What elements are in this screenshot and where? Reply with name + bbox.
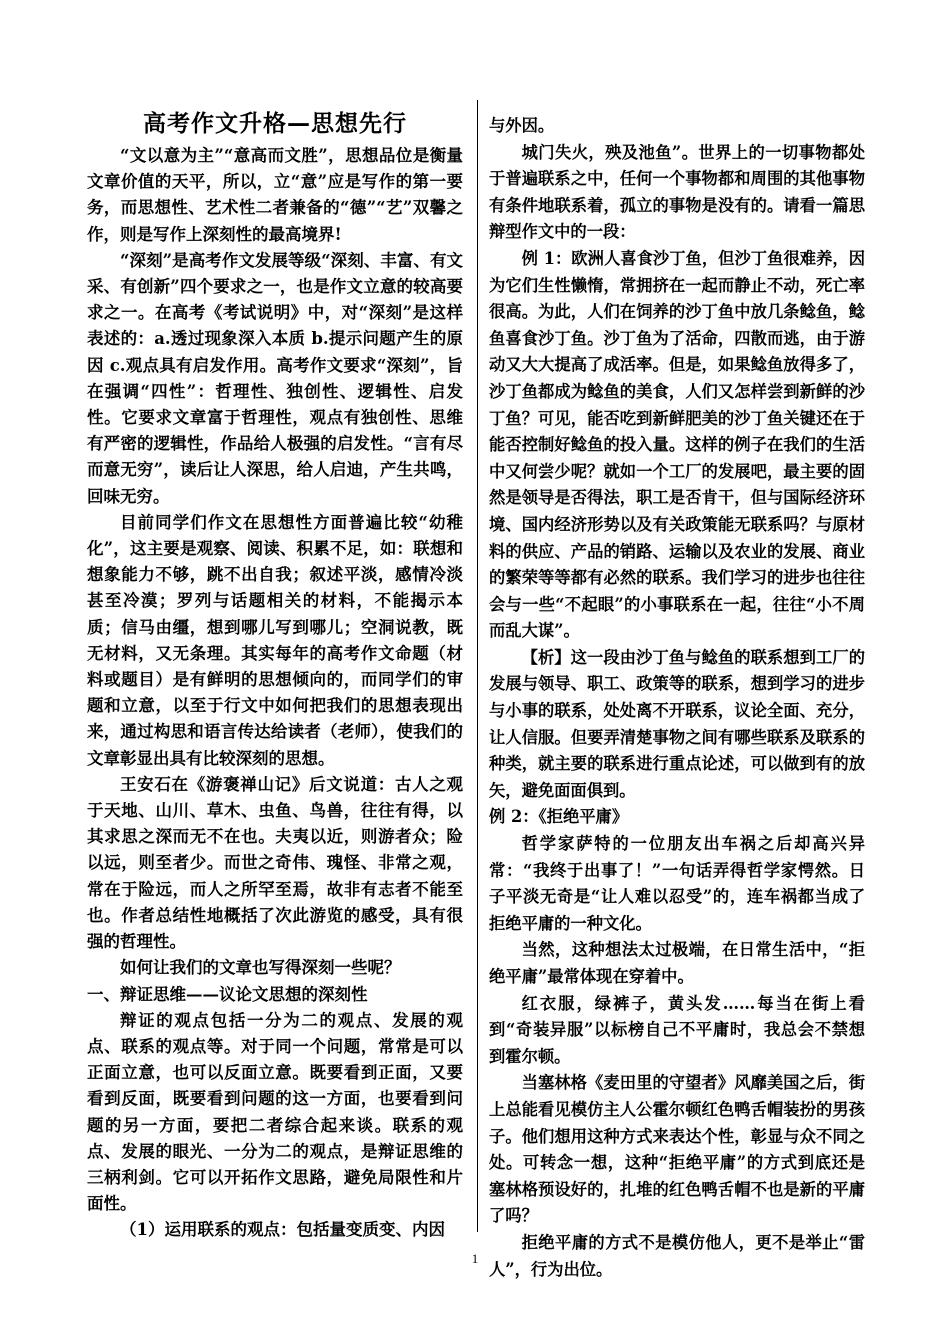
paragraph: “文以意为主”“意高而文胜”，思想品位是衡量文章价值的天平，所以，立“意”应是写作的第一要务，而思想性、艺术性二者兼备的“德”“艺”双馨之作，则是写作上深刻性的最高境界! (87, 146, 463, 244)
paragraph: 城门失火，殃及池鱼”。世界上的一切事物都处于普遍联系之中，任何一个事物都和周围的其他事物有条件地联系着，孤立的事物是没有的。请看一篇思辩型作文中的一段： (489, 142, 865, 242)
example-paragraph: 哲学家萨特的一位朋友出车祸之后却高兴异常：“我终于出事了！”一句话弄得哲学家愕然。日子平淡无奇是“让人难以忍受”的，连车祸都当成了拒绝平庸的一种文化。 (489, 834, 865, 933)
analysis-paragraph: 【析】这一段由沙丁鱼与鲶鱼的联系想到工厂的发展与领导、职工、政策等的联系，想到学习的进步与小事的联系，处处离不开联系，议论全面、充分，让人信服。但要弄清楚事物之间有哪些联系及联系的种类，就主要的联系进行重点论述，可以做到有的放矢，避免面面俱到。 (489, 647, 865, 800)
example-paragraph: 例 1：欧洲人喜食沙丁鱼，但沙丁鱼很难养，因为它们生性懒惰，常拥挤在一起而静止不动，死亡率很高。为此，人们在饲养的沙丁鱼中放几条鲶鱼，鲶鱼喜食沙丁鱼。沙丁鱼为了活命，四散而逃，由于游动又大大提高了成活率。但是，如果鲶鱼放得多了，沙丁鱼都成为鲶鱼的美食，人们又怎样尝到新鲜的沙丁鱼？可见，能否吃到新鲜肥美的沙丁鱼关键还在于能否控制好鲶鱼的投入量。这样的例子在我们的生活中又何尝少呢？就如一个工厂的发展吧，最主要的固然是领导是否得法，职工是否肯干，但与国际经济环境、国内经济形势以及有关政策能无联系吗？与原材料的供应、产品的销路、运输以及农业的发展、商业的繁荣等等都有必然的联系。我们学习的进步也往往会与一些“不起眼”的小事联系在一起，往往“小不周而乱大谋”。 (489, 248, 865, 641)
paragraph: 如何让我们的文章也写得深刻一些呢？ (120, 958, 401, 978)
paragraph: “深刻”是高考作文发展等级“深刻、丰富、有文采、有创新”四个要求之一，也是作文立意的较高要求之一。在高考《考试说明》中，对“深刻”是这样表述的：a.透过现象深入本质 b.提示问题产生的原因 c.观点具有启发作用。高考作文要求“深刻”，旨在强调“四性”：哲理性、独创性、逻辑性、启发性。它要求文章富于哲理性，观点有独创性、思维有严密的逻辑性，作品给人极强的启发性。“言有尽而意无穷”，读后让人深思，给人启迪，产生共鸣，回味无穷。 (87, 250, 463, 506)
paragraph: （1）运用联系的观点：包括量变质变、内因 (120, 1220, 445, 1240)
article-title: 高考作文升格—思想先行 (143, 111, 407, 137)
page-number: 1 (471, 1251, 479, 1266)
example-paragraph: 拒绝平庸的方式不是模仿他人，更不是举止“雷人”，行为出位。 (489, 1232, 865, 1279)
paragraph: 王安石在《游褒禅山记》后文说道：古人之观于天地、山川、草木、虫鱼、鸟兽，往往有得，以其求思之深而无不在也。夫夷以近，则游者众；险以远，则至者少。而世之奇伟、瑰怪、非常之观，常在于险远，而人之所罕至焉，故非有志者不能至也。作者总结性地概括了次此游览的感受，具有很强的哲理性。 (87, 774, 463, 952)
example-paragraph: 红衣服，绿裤子，黄头发……每当在街上看到“奇装异服”以标榜自己不平庸时，我总会不禁想到霍尔顿。 (489, 993, 865, 1066)
section-heading: 一、辩证思维——议论文思想的深刻性 (87, 984, 368, 1004)
right-column (489, 113, 865, 1283)
paragraph: 与外因。 (489, 116, 555, 135)
left-column (87, 108, 463, 1244)
column-divider (477, 100, 478, 1232)
example-paragraph: 当然，这种想法太过极端，在日常生活中，“拒绝平庸”最常体现在穿着中。 (489, 940, 865, 986)
example-paragraph: 当塞林格《麦田里的守望者》风靡美国之后，街上总能看见模仿主人公霍尔顿红色鸭舌帽装扮的男孩子。他们想用这种方式来表达个性，彰显与众不同之处。可转念一想，这种“拒绝平庸”的方式到底还是塞林格预设好的，扎堆的红色鸭舌帽不也是新的平庸了吗？ (489, 1073, 865, 1226)
paragraph: 目前同学们作文在思想性方面普遍比较“幼稚化”，这主要是观察、阅读、积累不足，如：联想和想象能力不够，跳不出自我；叙述平淡，感情冷淡甚至冷漠；罗列与话题相关的材料，不能揭示本质；信马由缰，想到哪儿写到哪儿；空洞说教，既无材料，又无条理。其实每年的高考作文命题（材料或题目）是有鲜明的思想倾向的，而同学们的审题和立意，以至于行文中如何把我们的思想表现出来，通过构思和语言传达给读者（老师），使我们的文章彰显出具有比较深刻的思想。 (87, 512, 463, 768)
example-heading: 例 2：《拒绝平庸》 (489, 807, 629, 827)
paragraph: 辩证的观点包括一分为二的观点、发展的观点、联系的观点等。对于同一个问题，常常是可以正面立意，也可以反面立意。既要看到正面，又要看到反面，既要看到问题的这一方面，也要看到问题的另一方面，要把二者综合起来谈。联系的观点、发展的眼光、一分为二的观点，是辩证思维的三柄利剑。它可以开拓作文思路，避免局限性和片面性。 (87, 1010, 463, 1214)
